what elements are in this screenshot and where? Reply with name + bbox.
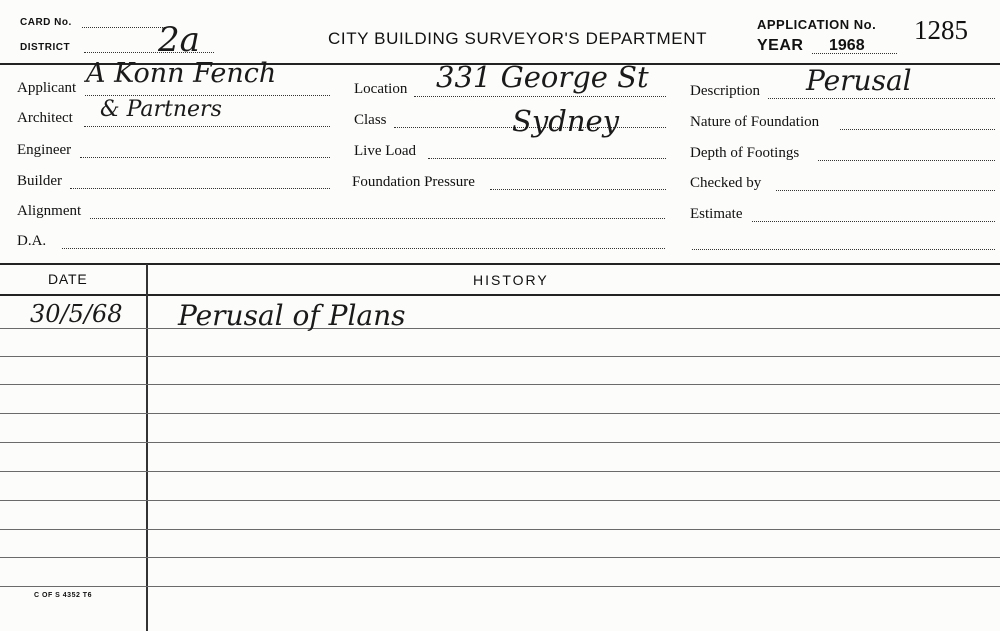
- da-label: D.A.: [17, 233, 47, 249]
- depth-of-footings-line: [818, 160, 995, 161]
- architect-line: [84, 126, 330, 127]
- history-row-line: [0, 442, 1000, 443]
- builder-line: [70, 188, 330, 189]
- alignment-label: Alignment: [17, 203, 82, 219]
- nature-of-foundation-line: [840, 129, 995, 130]
- date-column-divider: [146, 264, 148, 631]
- applicant-value: A Konn Fench: [86, 58, 277, 89]
- department-title: CITY BUILDING SURVEYOR'S DEPARTMENT: [328, 29, 708, 48]
- location-value: 331 George St: [436, 60, 649, 94]
- applicant-label: Applicant: [17, 80, 77, 96]
- date-header: DATE: [48, 271, 88, 287]
- history-row-line: [0, 557, 1000, 558]
- history-entry-date: 30/5/68: [30, 300, 123, 328]
- history-row-line: [0, 471, 1000, 472]
- history-top-rule: [0, 263, 1000, 265]
- live-load-label: Live Load: [354, 143, 417, 159]
- description-label: Description: [690, 83, 760, 99]
- history-row-line: [0, 356, 1000, 357]
- description-value: Perusal: [806, 64, 912, 97]
- history-row-line: [0, 384, 1000, 385]
- district-label: DISTRICT: [20, 42, 71, 53]
- history-row-line: [0, 413, 1000, 414]
- nature-of-foundation-label: Nature of Foundation: [690, 114, 820, 130]
- history-header: HISTORY: [473, 272, 549, 288]
- da-line: [62, 248, 665, 249]
- engineer-label: Engineer: [17, 142, 72, 158]
- estimate-line-2: [692, 249, 995, 250]
- live-load-line: [428, 158, 666, 159]
- history-row-line: [0, 500, 1000, 501]
- class-value: Sydney: [512, 104, 620, 138]
- architect-label: Architect: [17, 110, 73, 126]
- estimate-label: Estimate: [690, 206, 743, 222]
- foundation-pressure-label: Foundation Pressure: [352, 174, 475, 190]
- location-label: Location: [354, 81, 408, 97]
- engineer-line: [80, 157, 330, 158]
- district-value: 2a: [158, 20, 200, 60]
- description-line: [768, 98, 995, 99]
- estimate-line: [752, 221, 995, 222]
- application-no-value: 1285: [914, 15, 968, 45]
- architect-value: & Partners: [100, 97, 222, 122]
- alignment-line: [90, 218, 665, 219]
- class-label: Class: [354, 112, 387, 128]
- card-no-line: [82, 27, 167, 28]
- location-line: [414, 96, 666, 97]
- history-entry-text: Perusal of Plans: [178, 299, 406, 332]
- checked-by-line: [776, 190, 995, 191]
- year-label: YEAR: [757, 37, 804, 54]
- depth-of-footings-label: Depth of Footings: [690, 145, 800, 161]
- year-value: 1968: [829, 37, 865, 54]
- history-row-line: [0, 586, 1000, 587]
- application-no-label: APPLICATION No.: [757, 17, 877, 32]
- history-row-line: [0, 328, 1000, 329]
- checked-by-label: Checked by: [690, 175, 762, 191]
- builder-label: Builder: [17, 173, 62, 189]
- history-header-rule: [0, 294, 1000, 296]
- history-row-line: [0, 529, 1000, 530]
- foundation-pressure-line: [490, 189, 666, 190]
- card-no-label: CARD No.: [20, 17, 72, 28]
- form-code: C OF S 4352 T6: [34, 592, 92, 599]
- applicant-line: [85, 95, 330, 96]
